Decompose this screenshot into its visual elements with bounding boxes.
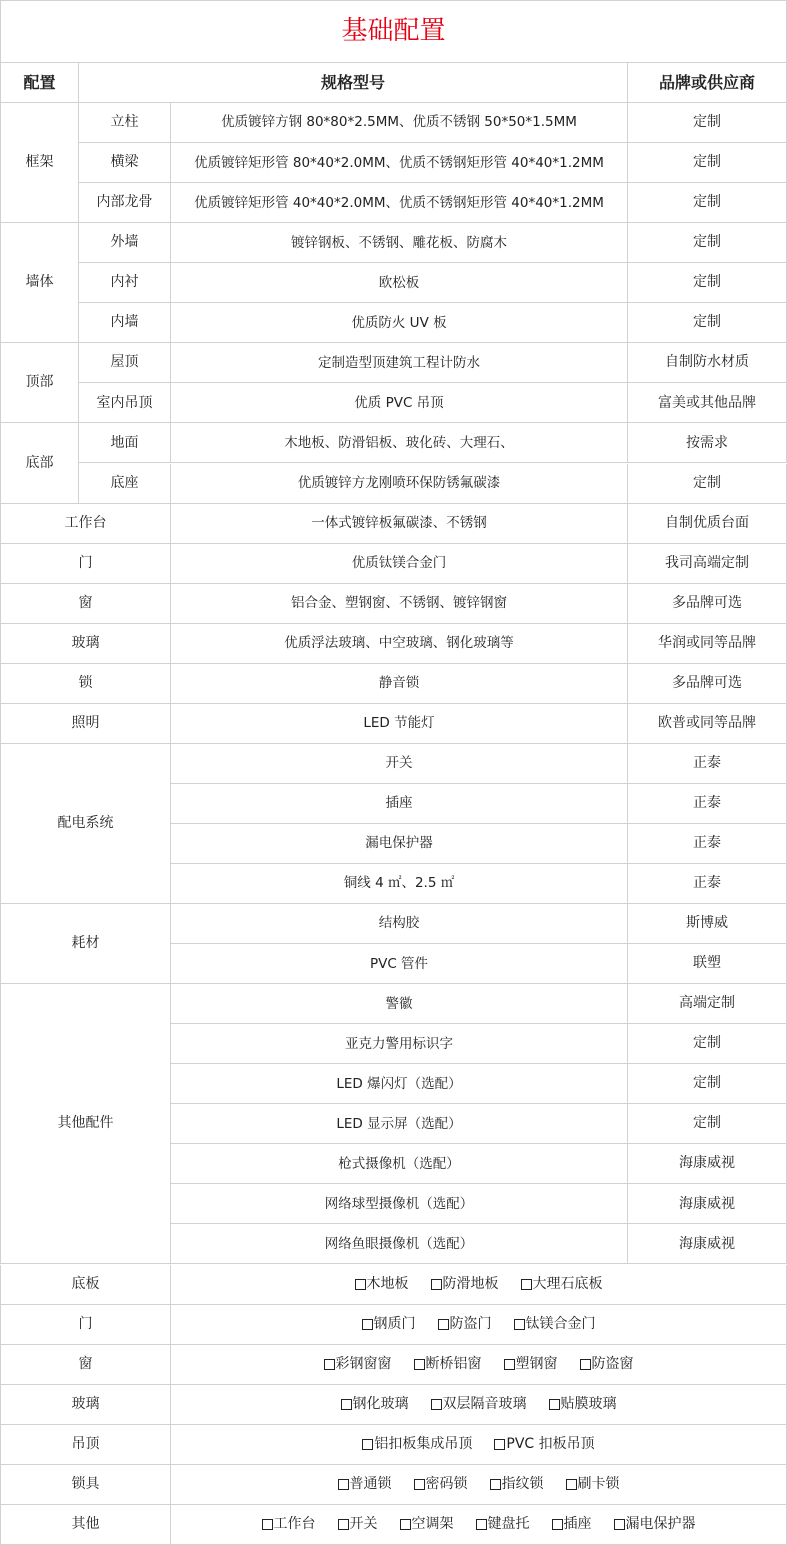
spec-cell: 插座 <box>171 784 628 824</box>
option-checkbox[interactable] <box>338 1516 378 1533</box>
spec-cell: 优质镀锌矩形管 40*40*2.0MM、优质不锈钢矩形管 40*40*1.2MM <box>171 183 628 223</box>
sub-label: 室内吊顶 <box>79 383 171 423</box>
brand-cell: 海康威视 <box>628 1184 787 1224</box>
option-label-text: 指纹锁 <box>501 1475 544 1492</box>
sub-label: 外墙 <box>79 223 171 263</box>
brand-cell: 多品牌可选 <box>628 584 787 624</box>
option-checkbox[interactable] <box>324 1356 392 1373</box>
brand-cell: 定制 <box>628 223 787 263</box>
spec-cell: 铜线 4 ㎡、2.5 ㎡ <box>171 864 628 904</box>
item-label: 门 <box>0 544 171 584</box>
brand-cell: 定制 <box>628 143 787 183</box>
checkbox-icon[interactable] <box>549 1399 560 1410</box>
brand-cell: 我司高端定制 <box>628 544 787 584</box>
checkbox-icon[interactable] <box>338 1479 349 1490</box>
option-label-text: 工作台 <box>273 1515 316 1532</box>
group-label: 其他配件 <box>0 984 171 1264</box>
option-choices <box>171 1505 787 1545</box>
option-label: 门 <box>0 1305 171 1345</box>
option-checkbox[interactable] <box>400 1516 454 1533</box>
brand-cell: 按需求 <box>628 423 787 463</box>
option-checkbox[interactable] <box>521 1276 603 1293</box>
option-label-text: 防盗窗 <box>591 1355 634 1372</box>
option-label-text: 插座 <box>563 1515 592 1532</box>
option-choices <box>171 1345 787 1385</box>
brand-cell: 海康威视 <box>628 1144 787 1184</box>
option-checkbox[interactable] <box>552 1516 592 1533</box>
checkbox-icon[interactable] <box>324 1359 335 1370</box>
option-checkbox[interactable] <box>414 1476 468 1493</box>
sub-label: 内衬 <box>79 263 171 303</box>
sub-label: 底座 <box>79 464 171 504</box>
group-label: 顶部 <box>0 343 79 423</box>
brand-cell: 定制 <box>628 464 787 504</box>
sub-label: 立柱 <box>79 103 171 143</box>
checkbox-icon[interactable] <box>552 1519 563 1530</box>
spec-cell: 欧松板 <box>171 263 628 303</box>
spec-cell: LED 显示屏（选配） <box>171 1104 628 1144</box>
option-label-text: 空调架 <box>411 1515 454 1532</box>
header-spec: 规格型号 <box>79 63 628 103</box>
spec-cell: 镀锌钢板、不锈钢、雕花板、防腐木 <box>171 223 628 263</box>
spec-cell: 优质镀锌方龙刚喷环保防锈氟碳漆 <box>171 464 628 504</box>
option-label: 吊顶 <box>0 1425 171 1465</box>
sub-label: 内墙 <box>79 303 171 343</box>
item-label: 锁 <box>0 664 171 704</box>
brand-cell: 高端定制 <box>628 984 787 1024</box>
option-label-text: 防滑地板 <box>442 1275 499 1292</box>
checkbox-icon[interactable] <box>341 1399 352 1410</box>
option-checkbox[interactable] <box>490 1476 544 1493</box>
spec-cell: 优质 PVC 吊顶 <box>171 383 628 423</box>
brand-cell: 正泰 <box>628 744 787 784</box>
header-config: 配置 <box>0 63 79 103</box>
option-choices <box>171 1305 787 1345</box>
item-label: 工作台 <box>0 504 171 544</box>
option-checkbox[interactable] <box>362 1316 416 1333</box>
spec-cell: 枪式摄像机（选配） <box>171 1144 628 1184</box>
option-label-text: 漏电保护器 <box>625 1515 696 1532</box>
option-label-text: 防盗门 <box>449 1315 492 1332</box>
spec-cell: 木地板、防滑铝板、玻化砖、大理石、 <box>171 423 628 463</box>
brand-cell: 定制 <box>628 303 787 343</box>
item-label: 玻璃 <box>0 624 171 664</box>
option-label-text: 彩钢窗窗 <box>335 1355 392 1372</box>
option-label: 锁具 <box>0 1465 171 1505</box>
brand-cell: 联塑 <box>628 944 787 984</box>
header-brand: 品牌或供应商 <box>628 63 787 103</box>
option-checkbox[interactable] <box>494 1436 594 1453</box>
brand-cell: 自制防水材质 <box>628 343 787 383</box>
checkbox-icon[interactable] <box>262 1519 273 1530</box>
checkbox-icon[interactable] <box>580 1359 591 1370</box>
option-label: 窗 <box>0 1345 171 1385</box>
option-checkbox[interactable] <box>362 1436 472 1453</box>
spec-cell: 漏电保护器 <box>171 824 628 864</box>
checkbox-icon[interactable] <box>431 1279 442 1290</box>
option-checkbox[interactable] <box>355 1276 409 1293</box>
option-label: 玻璃 <box>0 1385 171 1425</box>
brand-cell: 正泰 <box>628 824 787 864</box>
option-label-text: 刷卡锁 <box>577 1475 620 1492</box>
spec-cell: 优质浮法玻璃、中空玻璃、钢化玻璃等 <box>171 624 628 664</box>
checkbox-icon[interactable] <box>414 1479 425 1490</box>
option-checkbox[interactable] <box>566 1476 620 1493</box>
option-label-text: 大理石底板 <box>532 1275 603 1292</box>
checkbox-icon[interactable] <box>521 1279 532 1290</box>
spec-cell: LED 爆闪灯（选配） <box>171 1064 628 1104</box>
option-checkbox[interactable] <box>341 1396 409 1413</box>
brand-cell: 富美或其他品牌 <box>628 383 787 423</box>
brand-cell: 多品牌可选 <box>628 664 787 704</box>
brand-cell: 斯博威 <box>628 904 787 944</box>
option-checkbox[interactable] <box>504 1356 558 1373</box>
spec-cell: 开关 <box>171 744 628 784</box>
option-label-text: 贴膜玻璃 <box>560 1395 617 1412</box>
spec-cell: 一体式镀锌板氟碳漆、不锈钢 <box>171 504 628 544</box>
group-label: 墙体 <box>0 223 79 343</box>
spec-cell: 网络球型摄像机（选配） <box>171 1184 628 1224</box>
brand-cell: 海康威视 <box>628 1224 787 1264</box>
option-checkbox[interactable] <box>514 1316 596 1333</box>
option-label-text: 塑钢窗 <box>515 1355 558 1372</box>
item-label: 照明 <box>0 704 171 744</box>
option-label-text: 普通锁 <box>349 1475 392 1492</box>
spec-cell: 优质钛镁合金门 <box>171 544 628 584</box>
spec-cell: 优质镀锌矩形管 80*40*2.0MM、优质不锈钢矩形管 40*40*1.2MM <box>171 143 628 183</box>
option-label: 其他 <box>0 1505 171 1545</box>
checkbox-icon[interactable] <box>414 1359 425 1370</box>
spec-cell: 优质镀锌方钢 80*80*2.5MM、优质不锈钢 50*50*1.5MM <box>171 103 628 143</box>
brand-cell: 定制 <box>628 1024 787 1064</box>
option-checkbox[interactable] <box>438 1316 492 1333</box>
option-checkbox[interactable] <box>338 1476 392 1493</box>
option-checkbox[interactable] <box>431 1276 499 1293</box>
checkbox-icon[interactable] <box>514 1319 525 1330</box>
option-checkbox[interactable] <box>614 1516 696 1533</box>
checkbox-icon[interactable] <box>362 1439 373 1450</box>
option-label-text: PVC 扣板吊顶 <box>506 1435 595 1452</box>
item-label: 窗 <box>0 584 171 624</box>
option-choices <box>171 1265 787 1305</box>
brand-cell: 定制 <box>628 1104 787 1144</box>
spec-cell: LED 节能灯 <box>171 704 628 744</box>
checkbox-icon[interactable] <box>400 1519 411 1530</box>
checkbox-icon[interactable] <box>494 1439 505 1450</box>
spec-cell: PVC 管件 <box>171 944 628 984</box>
option-checkbox[interactable] <box>414 1356 482 1373</box>
spec-cell: 网络鱼眼摄像机（选配） <box>171 1224 628 1264</box>
checkbox-icon[interactable] <box>566 1479 577 1490</box>
group-label: 配电系统 <box>0 744 171 904</box>
option-checkbox[interactable] <box>476 1516 530 1533</box>
checkbox-icon[interactable] <box>504 1359 515 1370</box>
spec-cell: 亚克力警用标识字 <box>171 1024 628 1064</box>
option-label-text: 键盘托 <box>487 1515 530 1532</box>
checkbox-icon[interactable] <box>431 1399 442 1410</box>
page-title: 基础配置 <box>0 0 787 63</box>
spec-cell: 定制造型顶建筑工程计防水 <box>171 343 628 383</box>
checkbox-icon[interactable] <box>355 1279 366 1290</box>
option-choices <box>171 1465 787 1505</box>
sub-label: 横梁 <box>79 143 171 183</box>
checkbox-icon[interactable] <box>614 1519 625 1530</box>
option-label-text: 木地板 <box>366 1275 409 1292</box>
option-label: 底板 <box>0 1265 171 1305</box>
brand-cell: 定制 <box>628 183 787 223</box>
spec-cell: 静音锁 <box>171 664 628 704</box>
option-label-text: 钢化玻璃 <box>352 1395 409 1412</box>
option-choices <box>171 1385 787 1425</box>
brand-cell: 正泰 <box>628 784 787 824</box>
sub-label: 地面 <box>79 423 171 463</box>
spec-cell: 结构胶 <box>171 904 628 944</box>
group-label: 底部 <box>0 423 79 503</box>
sub-label: 内部龙骨 <box>79 183 171 223</box>
option-checkbox[interactable] <box>549 1396 617 1413</box>
option-checkbox[interactable] <box>580 1356 634 1373</box>
option-label-text: 钛镁合金门 <box>525 1315 596 1332</box>
option-label-text: 断桥铝窗 <box>425 1355 482 1372</box>
spec-cell: 铝合金、塑钢窗、不锈钢、镀锌钢窗 <box>171 584 628 624</box>
checkbox-icon[interactable] <box>362 1319 373 1330</box>
spec-cell: 警徽 <box>171 984 628 1024</box>
option-checkbox[interactable] <box>262 1516 316 1533</box>
option-checkbox[interactable] <box>431 1396 527 1413</box>
option-choices <box>171 1425 787 1465</box>
brand-cell: 欧普或同等品牌 <box>628 704 787 744</box>
checkbox-icon[interactable] <box>476 1519 487 1530</box>
brand-cell: 定制 <box>628 1064 787 1104</box>
brand-cell: 定制 <box>628 103 787 143</box>
option-label-text: 铝扣板集成吊顶 <box>374 1435 473 1452</box>
sub-label: 屋顶 <box>79 343 171 383</box>
option-label-text: 双层隔音玻璃 <box>442 1395 527 1412</box>
brand-cell: 华润或同等品牌 <box>628 624 787 664</box>
option-label-text: 钢质门 <box>373 1315 416 1332</box>
brand-cell: 正泰 <box>628 864 787 904</box>
checkbox-icon[interactable] <box>338 1519 349 1530</box>
option-label-text: 密码锁 <box>425 1475 468 1492</box>
option-label-text: 开关 <box>349 1515 378 1532</box>
brand-cell: 定制 <box>628 263 787 303</box>
group-label: 框架 <box>0 103 79 223</box>
checkbox-icon[interactable] <box>490 1479 501 1490</box>
spec-cell: 优质防火 UV 板 <box>171 303 628 343</box>
brand-cell: 自制优质台面 <box>628 504 787 544</box>
group-label: 耗材 <box>0 904 171 984</box>
checkbox-icon[interactable] <box>438 1319 449 1330</box>
